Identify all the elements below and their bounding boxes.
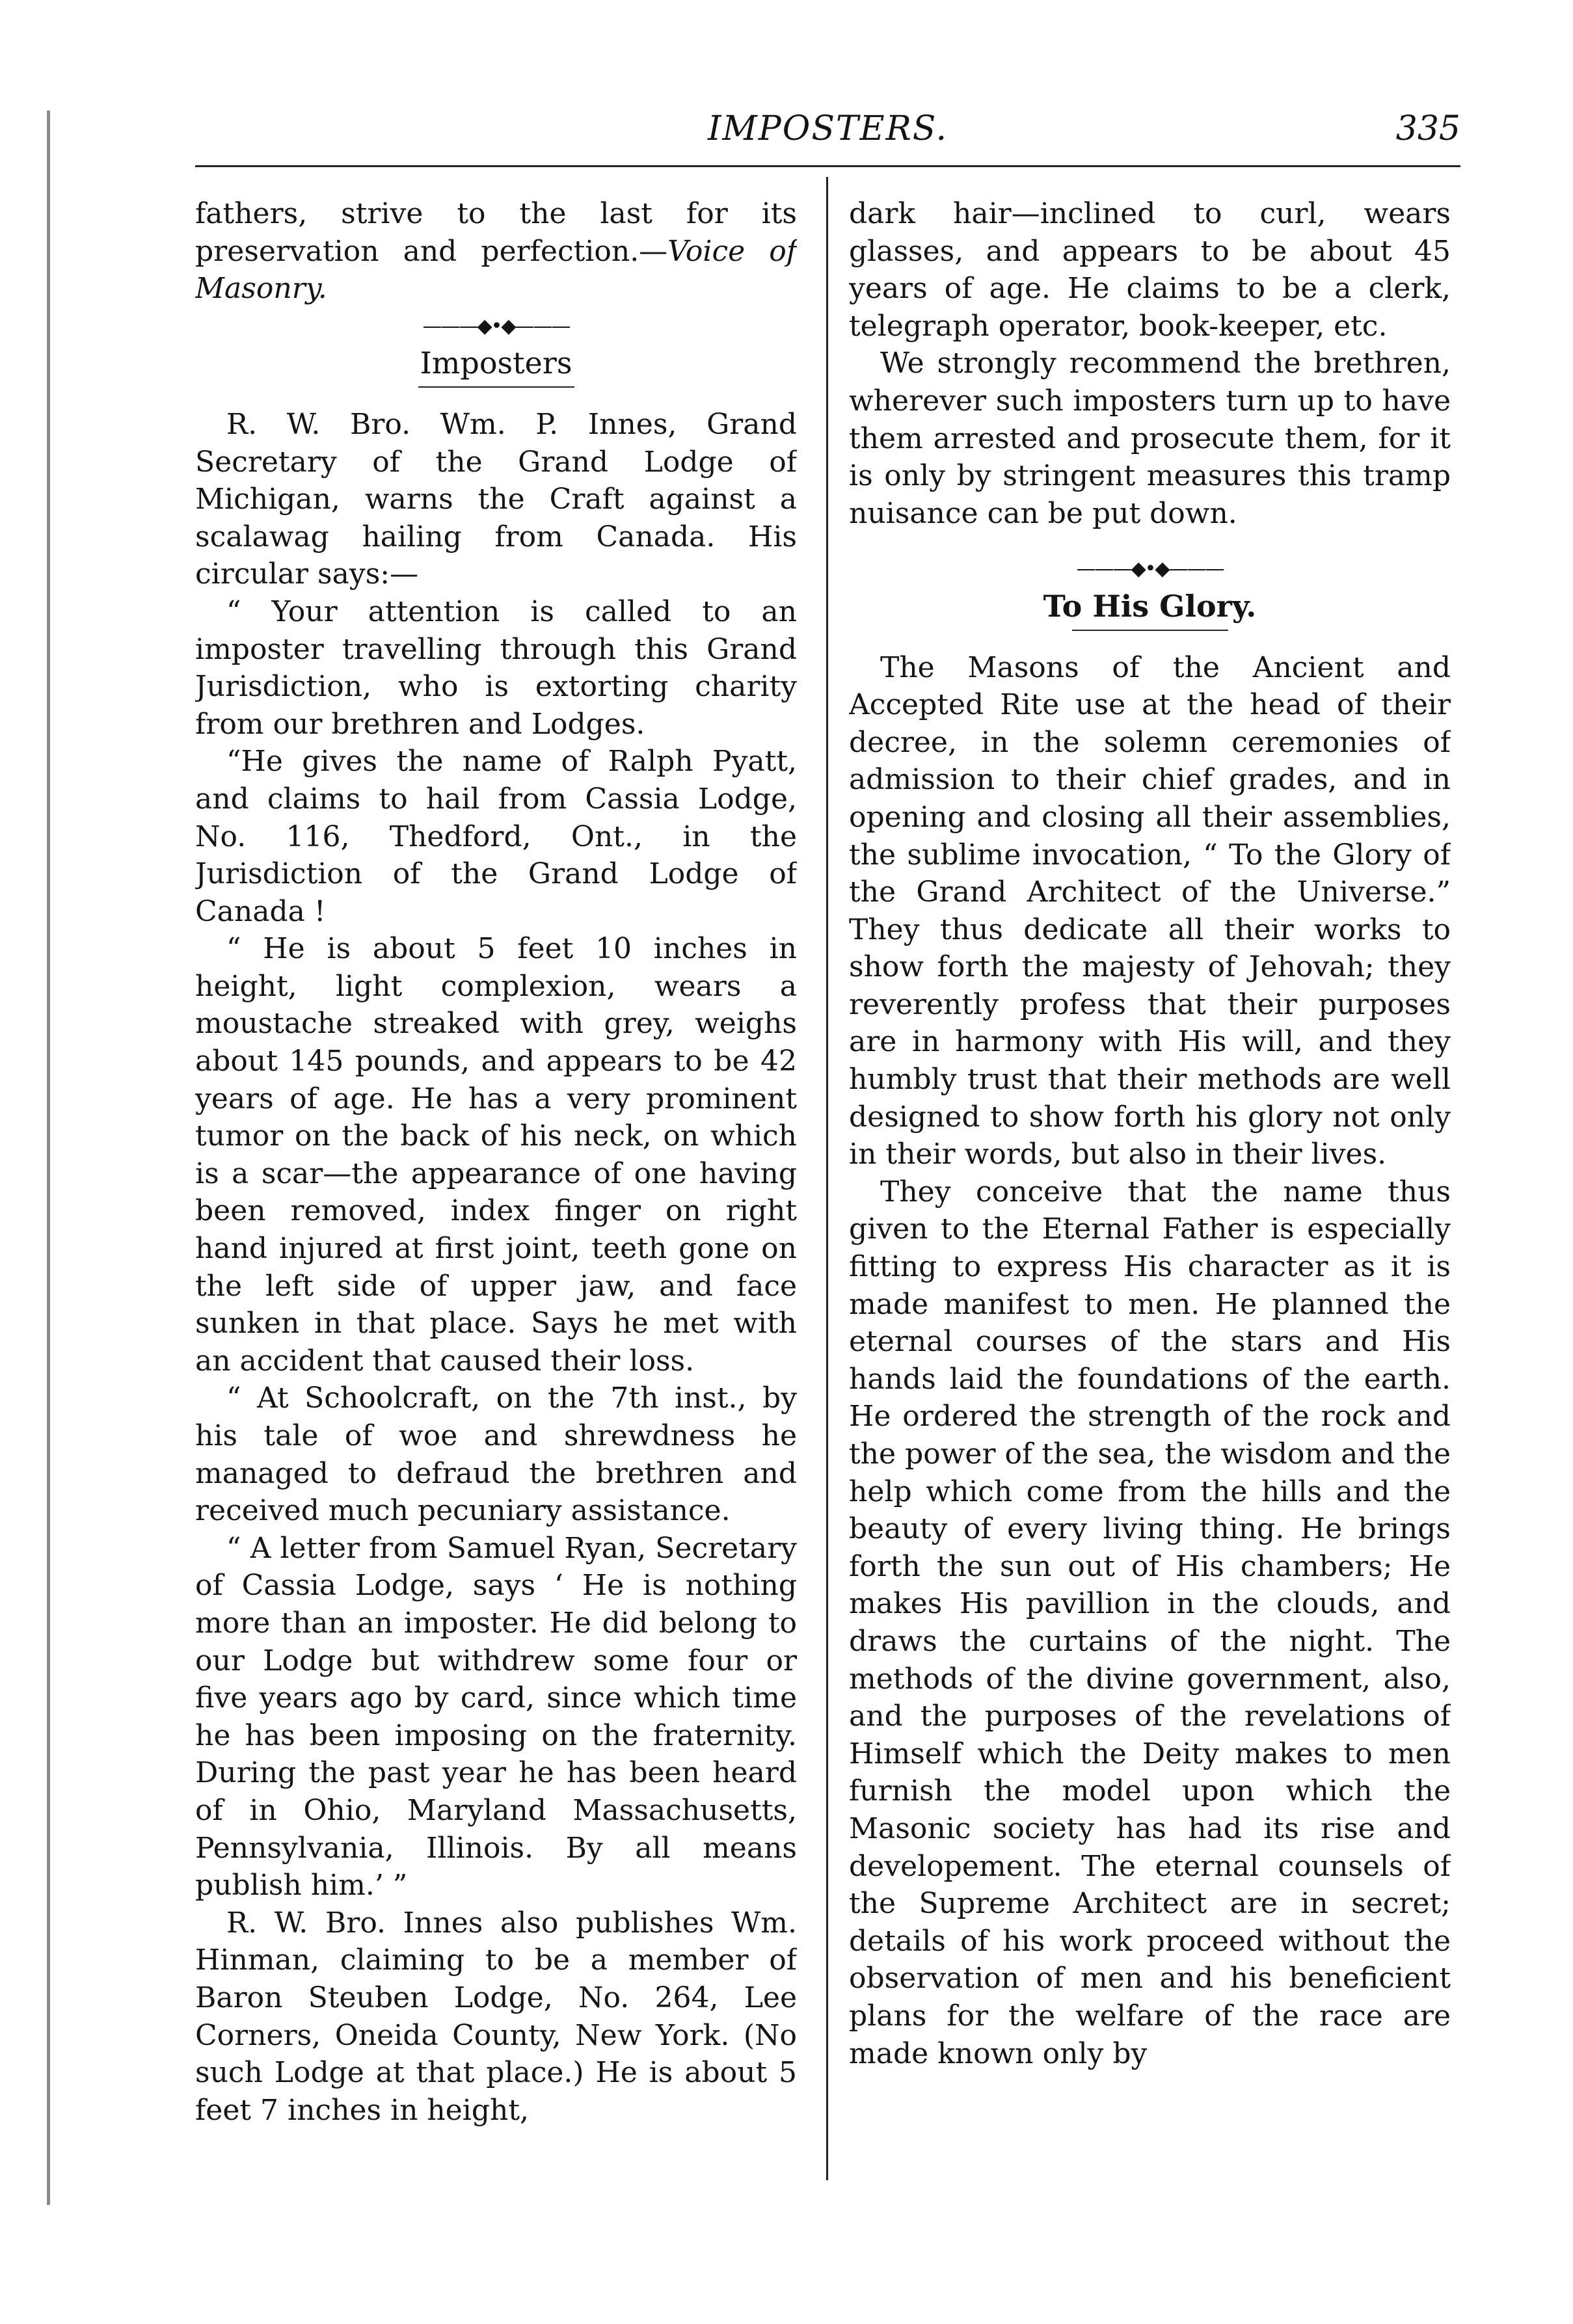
- section-heading-imposters: Imposters: [420, 345, 572, 381]
- intro-paragraph: [195, 195, 797, 308]
- paragraph: dark hair—inclined to curl, wears glasses, and appears to be about 45 years of age. He claims to be a clerk, telegraph operator, book-keeper, etc.: [849, 197, 1451, 343]
- binding-edge: [47, 111, 50, 2205]
- paragraph: The Masons of the Ancient and Accepted Rite use at the head of their decree, in the solemn ceremonies of admission to their chief grades, and in opening and closing all their assemblies, the sublime invocation, “ To the Glory of the Grand Architect of the Universe.” They thus dedicate all their works to show forth the majesty of Jehovah; they reverently profess that their purposes are in harmony with His will, and they humbly trust that their methods are well designed to show forth his glory not only in their words, but also in their lives.: [849, 650, 1451, 1171]
- column-divider: [826, 177, 828, 2180]
- paragraph: “He gives the name of Ralph Pyatt, and claims to hail from Cassia Lodge, No. 116, Thedford, Ont., in the Jurisdiction of the Grand Lodge of Canada !: [195, 745, 797, 928]
- paragraph: “ Your attention is called to an imposter travelling through this Grand Jurisdiction, who is extorting charity from our brethren and Lodges.: [195, 594, 797, 741]
- heading-rule: [1072, 630, 1228, 631]
- section-heading-to-his-glory: To His Glory.: [1043, 588, 1257, 624]
- paragraph: R. W. Bro. Wm. P. Innes, Grand Secretary of the Grand Lodge of Michigan, warns the Craft against a scalawag hailing from Canada. His circular says:—: [195, 407, 797, 591]
- page-number: 335: [1395, 109, 1460, 148]
- left-column: [195, 195, 797, 2179]
- intro-text: fathers, strive to the last for its preservation and perfection.—: [195, 197, 797, 268]
- intro-source: Voice of Masonry.: [195, 234, 797, 306]
- section-ornament: ———◆•◆———: [422, 314, 570, 338]
- running-head: [195, 109, 1460, 161]
- paragraph: “ He is about 5 feet 10 inches in height, light complexion, wears a moustache streaked with grey, weighs about 145 pounds, and appears to be 42 years of age. He has a very prominent tumor on the back of his neck, on which is a scar—the appearance of one having been removed, index finger on right hand injured at first joint, teeth gone on the left side of upper jaw, and face sunken in that place. Says he met with an accident that caused their loss.: [195, 932, 797, 1378]
- running-title: IMPOSTERS.: [707, 109, 948, 148]
- paragraph: We strongly recommend the brethren, wherever such imposters turn up to have them arrested and prosecute them, for it is only by stringent measures this tramp nuisance can be put down.: [849, 347, 1451, 530]
- paragraph: R. W. Bro. Innes also publishes Wm. Hinman, claiming to be a member of Baron Steuben Lodge, No. 264, Lee Corners, Oneida County, New York. (No such Lodge at that place.) He is about 5 feet 7 inches in height,: [195, 1906, 797, 2127]
- paragraph: “ At Schoolcraft, on the 7th inst., by his tale of woe and shrewdness he managed to defraud the brethren and received much pecuniary assistance.: [195, 1382, 797, 1528]
- paragraph: “ A letter from Samuel Ryan, Secretary of Cassia Lodge, says ‘ He is nothing more than an imposter. He did belong to our Lodge but withdrew some four or five years ago by card, since which time he has been imposing on the fraternity. During the past year he has been heard of in Ohio, Maryland Massachusetts, Pennsylvania, Illinois. By all means publish him.’ ”: [195, 1531, 797, 1903]
- section-ornament: ———◆•◆———: [1076, 557, 1224, 581]
- right-column: [849, 195, 1451, 2179]
- heading-rule: [418, 386, 574, 388]
- paragraph: They conceive that the name thus given to the Eternal Father is especially fitting to express His character as it is made manifest to men. He planned the eternal courses of the stars and His hands laid the foundations of the earth. He ordered the strength of the rock and the power of the sea, the wisdom and the help which come from the hills and the beauty of every living thing. He brings forth the sun out of His chambers; He makes His pavillion in the clouds, and draws the curtains of the night. The methods of the divine government, also, and the purposes of the revelations of Himself which the Deity makes to men furnish the model upon which the Masonic society has had its rise and developement. The eternal counsels of the Supreme Architect are in secret; details of his work proceed without the observation of men and his beneficient plans for the welfare of the race are made known only by: [849, 1175, 1451, 2070]
- header-rule: [195, 165, 1460, 167]
